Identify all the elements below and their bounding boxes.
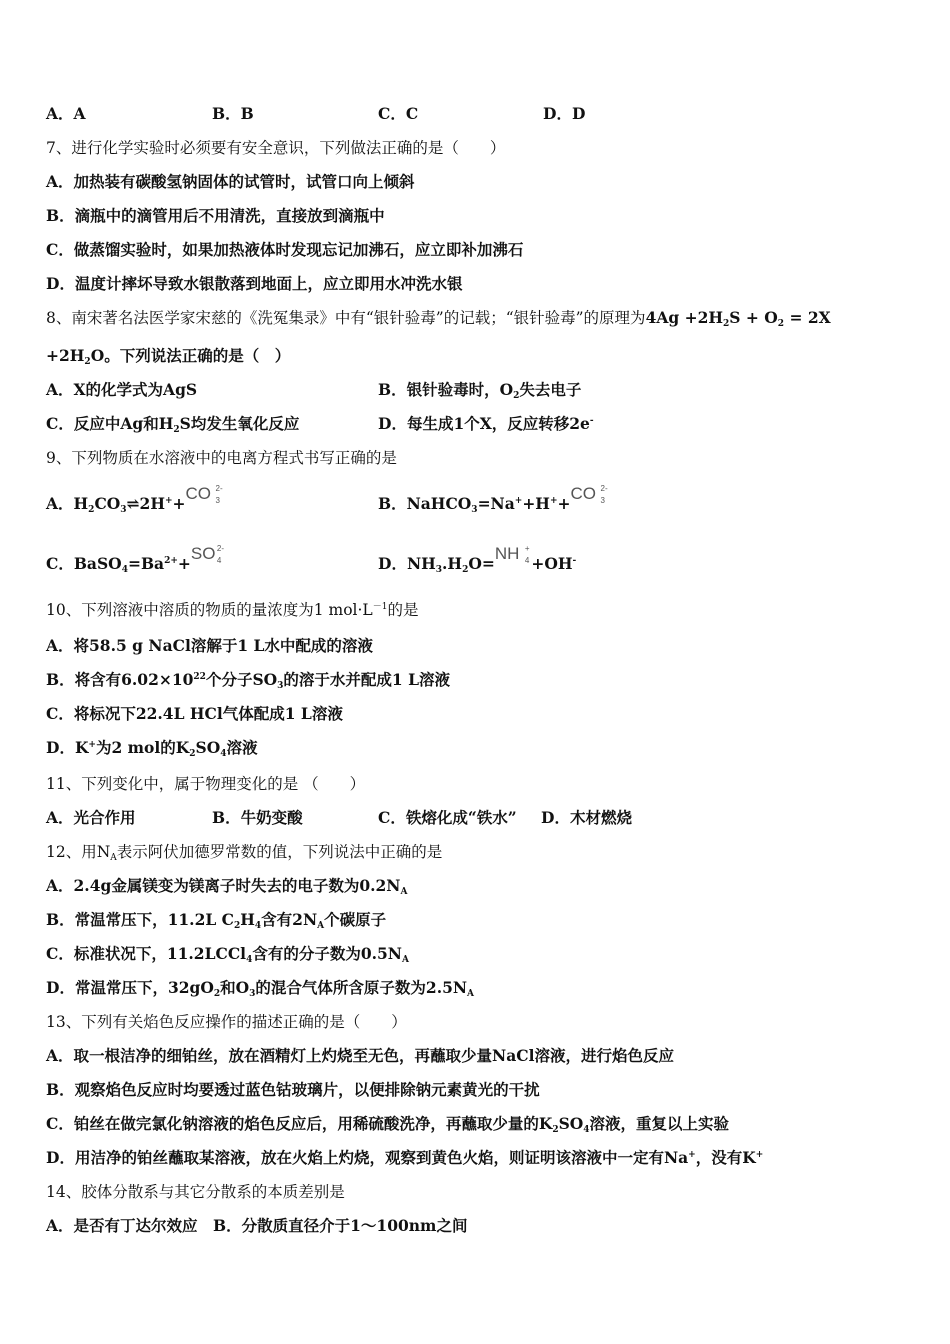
q12-option-a: A．2.4g金属镁变为镁离子时失去的电子数为$0.2N_A$ xyxy=(46,876,408,897)
q6-option-a: A．A xyxy=(46,104,86,123)
q8-stem-continued: $+2H_2O$。下列说法正确的是（ ） xyxy=(46,346,291,367)
carbonate-ion-formula: CO 3 2- xyxy=(570,484,608,505)
ammonium-ion-formula: NH 4 + xyxy=(494,544,530,565)
q12-option-d: D．常温常压下，$32gO_2$和$O_3$的混合气体所含原子数为$2.5N_A$ xyxy=(46,978,475,999)
q6-option-b: B．B xyxy=(212,104,254,123)
q11-option-d: D．木材燃烧 xyxy=(541,808,632,827)
q7-option-a: A．加热装有碳酸氢钠固体的试管时，试管口向上倾斜 xyxy=(46,172,415,191)
q8-equation: $4Ag +2H_2S + O_2 = 2X$ xyxy=(645,308,831,329)
q13-stem: 13、下列有关焰色反应操作的描述正确的是（ ） xyxy=(46,1013,407,1031)
q9-stem: 9、下列物质在水溶液中的电离方程式书写正确的是 xyxy=(46,449,397,467)
q8-stem xyxy=(46,306,831,328)
q8-option-b: B．银针验毒时，$O_2$失去电子 xyxy=(378,380,582,401)
q11-stem: 11、下列变化中，属于物理变化的是 （ ） xyxy=(46,775,366,793)
q7-option-d: D．温度计摔坏导致水银散落到地面上，应立即用水冲洗水银 xyxy=(46,274,463,293)
q9-option-a: A．$H_2CO_3\rightleftharpoons 2H^++CO$ 3 2- xyxy=(46,484,223,515)
q11-option-c: C．铁熔化成“铁水” xyxy=(378,808,517,827)
q12-option-b: B．常温常压下，11.2L $C_2H_4$含有$2N_A$个碳原子 xyxy=(46,910,387,931)
q8-option-c: C．反应中Ag和$H_2S$均发生氧化反应 xyxy=(46,414,300,435)
q13-option-a: A．取一根洁净的细铂丝，放在酒精灯上灼烧至无色，再蘸取少量NaCl溶液，进行焰色反应 xyxy=(46,1046,674,1065)
q9-option-b: B．NaHCO$_3$=Na++H++CO 3 2- xyxy=(378,484,608,515)
sulfate-ion-formula: SO 4 2- xyxy=(190,544,225,565)
q11-option-b: B．牛奶变酸 xyxy=(212,808,303,827)
q9-option-c: C．$BaSO_4=Ba^{2+}+SO$ 4 2- xyxy=(46,544,225,575)
q10-option-a: A．将58.5 g NaCl溶解于1 L水中配成的溶液 xyxy=(46,636,373,655)
q10-option-c: C．将标况下22.4L HCl气体配成1 L溶液 xyxy=(46,704,343,723)
q9-option-d: D．$NH_3.H_2O=NH$ 4 + +OH- xyxy=(378,544,577,575)
q10-option-d: D．K+为2 mol的$K_2SO_4$溶液 xyxy=(46,738,258,759)
q7-option-c: C．做蒸馏实验时，如果加热液体时发现忘记加沸石，应立即补加沸石 xyxy=(46,240,524,259)
q13-option-d: D．用洁净的铂丝蘸取某溶液，放在火焰上灼烧，观察到黄色火焰，则证明该溶液中一定有Na+，没有K+ xyxy=(46,1148,764,1167)
q12-stem: 12、用$N_A$表示阿伏加德罗常数的值，下列说法中正确的是 xyxy=(46,843,443,863)
q10-option-b: B．将含有$6.02\times 10^{22}$个分子$SO_3$的溶于水并配成1 L溶液 xyxy=(46,670,451,691)
q8-stem-text: 8、南宋著名法医学家宋慈的《洗冤集录》中有“银针验毒”的记载；“银针验毒”的原理为 xyxy=(46,309,646,327)
q7-option-b: B．滴瓶中的滴管用后不用清洗，直接放到滴瓶中 xyxy=(46,206,385,225)
q11-option-a: A．光合作用 xyxy=(46,808,136,827)
q6-option-c: C．C xyxy=(378,104,419,123)
carbonate-ion-formula: CO 3 2- xyxy=(185,484,223,505)
q8-option-d: D．每生成1个X，反应转移2e- xyxy=(378,414,594,433)
q14-options: A．是否有丁达尔效应 B．分散质直径介于1～100nm之间 xyxy=(46,1216,468,1235)
q8-option-a: A．X的化学式为AgS xyxy=(46,380,198,399)
q10-stem: 10、下列溶液中溶质的物质的量浓度为1 $mol\cdot L^{-1}$的是 xyxy=(46,601,419,619)
q7-stem: 7、进行化学实验时必须要有安全意识，下列做法正确的是（ ） xyxy=(46,139,506,157)
q12-option-c: C．标准状况下，11.2LCCl$_4$含有的分子数为$0.5N_A$ xyxy=(46,944,409,965)
q13-option-c: C．铂丝在做完氯化钠溶液的焰色反应后，用稀硫酸洗净，再蘸取少量的$K_2SO_4$溶液，重复以上实验 xyxy=(46,1114,730,1135)
q6-option-d: D．D xyxy=(543,104,586,123)
q13-option-b: B．观察焰色反应时均要透过蓝色钴玻璃片，以便排除钠元素黄光的干扰 xyxy=(46,1080,540,1099)
q14-stem: 14、胶体分散系与其它分散系的本质差别是 xyxy=(46,1183,345,1201)
